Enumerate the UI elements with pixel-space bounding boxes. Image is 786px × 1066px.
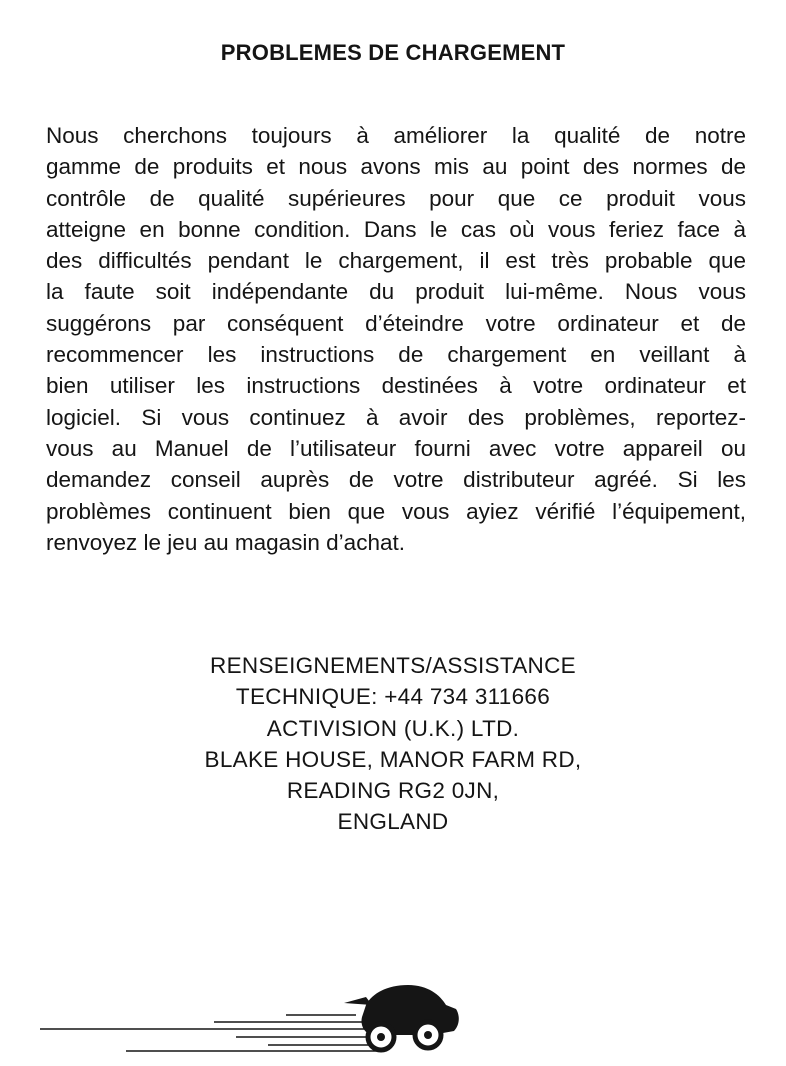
speeding-car-icon	[36, 975, 466, 1061]
paragraph-line: des difficultés pendant le chargement, il est très probable que	[46, 248, 746, 274]
contact-address-block	[0, 650, 786, 838]
paragraph-line: demandez conseil auprès de votre distributeur agréé. Si les	[46, 467, 746, 493]
paragraph-line: logiciel. Si vous continuez à avoir des problèmes, reportez-	[46, 404, 746, 430]
paragraph-line: vous au Manuel de l’utilisateur fourni avec votre appareil ou	[46, 435, 746, 461]
paragraph-line: renvoyez le jeu au magasin d’achat.	[46, 529, 405, 555]
paragraph-line: problèmes continuent bien que vous ayiez vérifié l’équipement,	[46, 498, 746, 524]
contact-line: BLAKE HOUSE, MANOR FARM RD,	[204, 746, 582, 772]
contact-line: ACTIVISION (U.K.) LTD.	[266, 715, 520, 741]
paragraph-line: Nous cherchons toujours à améliorer la qualité de notre	[46, 123, 746, 148]
body-paragraph	[46, 120, 746, 558]
paragraph-line: suggérons par conséquent d’éteindre votre ordinateur et de	[46, 310, 746, 336]
paragraph-line: bien utiliser les instructions destinées à votre ordinateur et	[46, 373, 746, 399]
contact-line: RENSEIGNEMENTS/ASSISTANCE	[210, 653, 576, 678]
paragraph-line: gamme de produits et nous avons mis au point des normes de	[46, 154, 746, 180]
contact-line: READING RG2 0JN,	[286, 778, 500, 804]
paragraph-line: atteigne en bonne condition. Dans le cas où vous feriez face à	[46, 216, 746, 242]
contact-line: TECHNIQUE: +44 734 311666	[235, 684, 551, 710]
paragraph-line: recommencer les instructions de chargement en veillant à	[46, 342, 746, 368]
paragraph-line: contrôle de qualité supérieures pour que ce produit vous	[46, 185, 746, 211]
contact-line: ENGLAND	[337, 809, 449, 835]
page-title: PROBLEMES DE CHARGEMENT	[220, 40, 566, 65]
paragraph-line: la faute soit indépendante du produit lui-même. Nous vous	[46, 279, 746, 305]
